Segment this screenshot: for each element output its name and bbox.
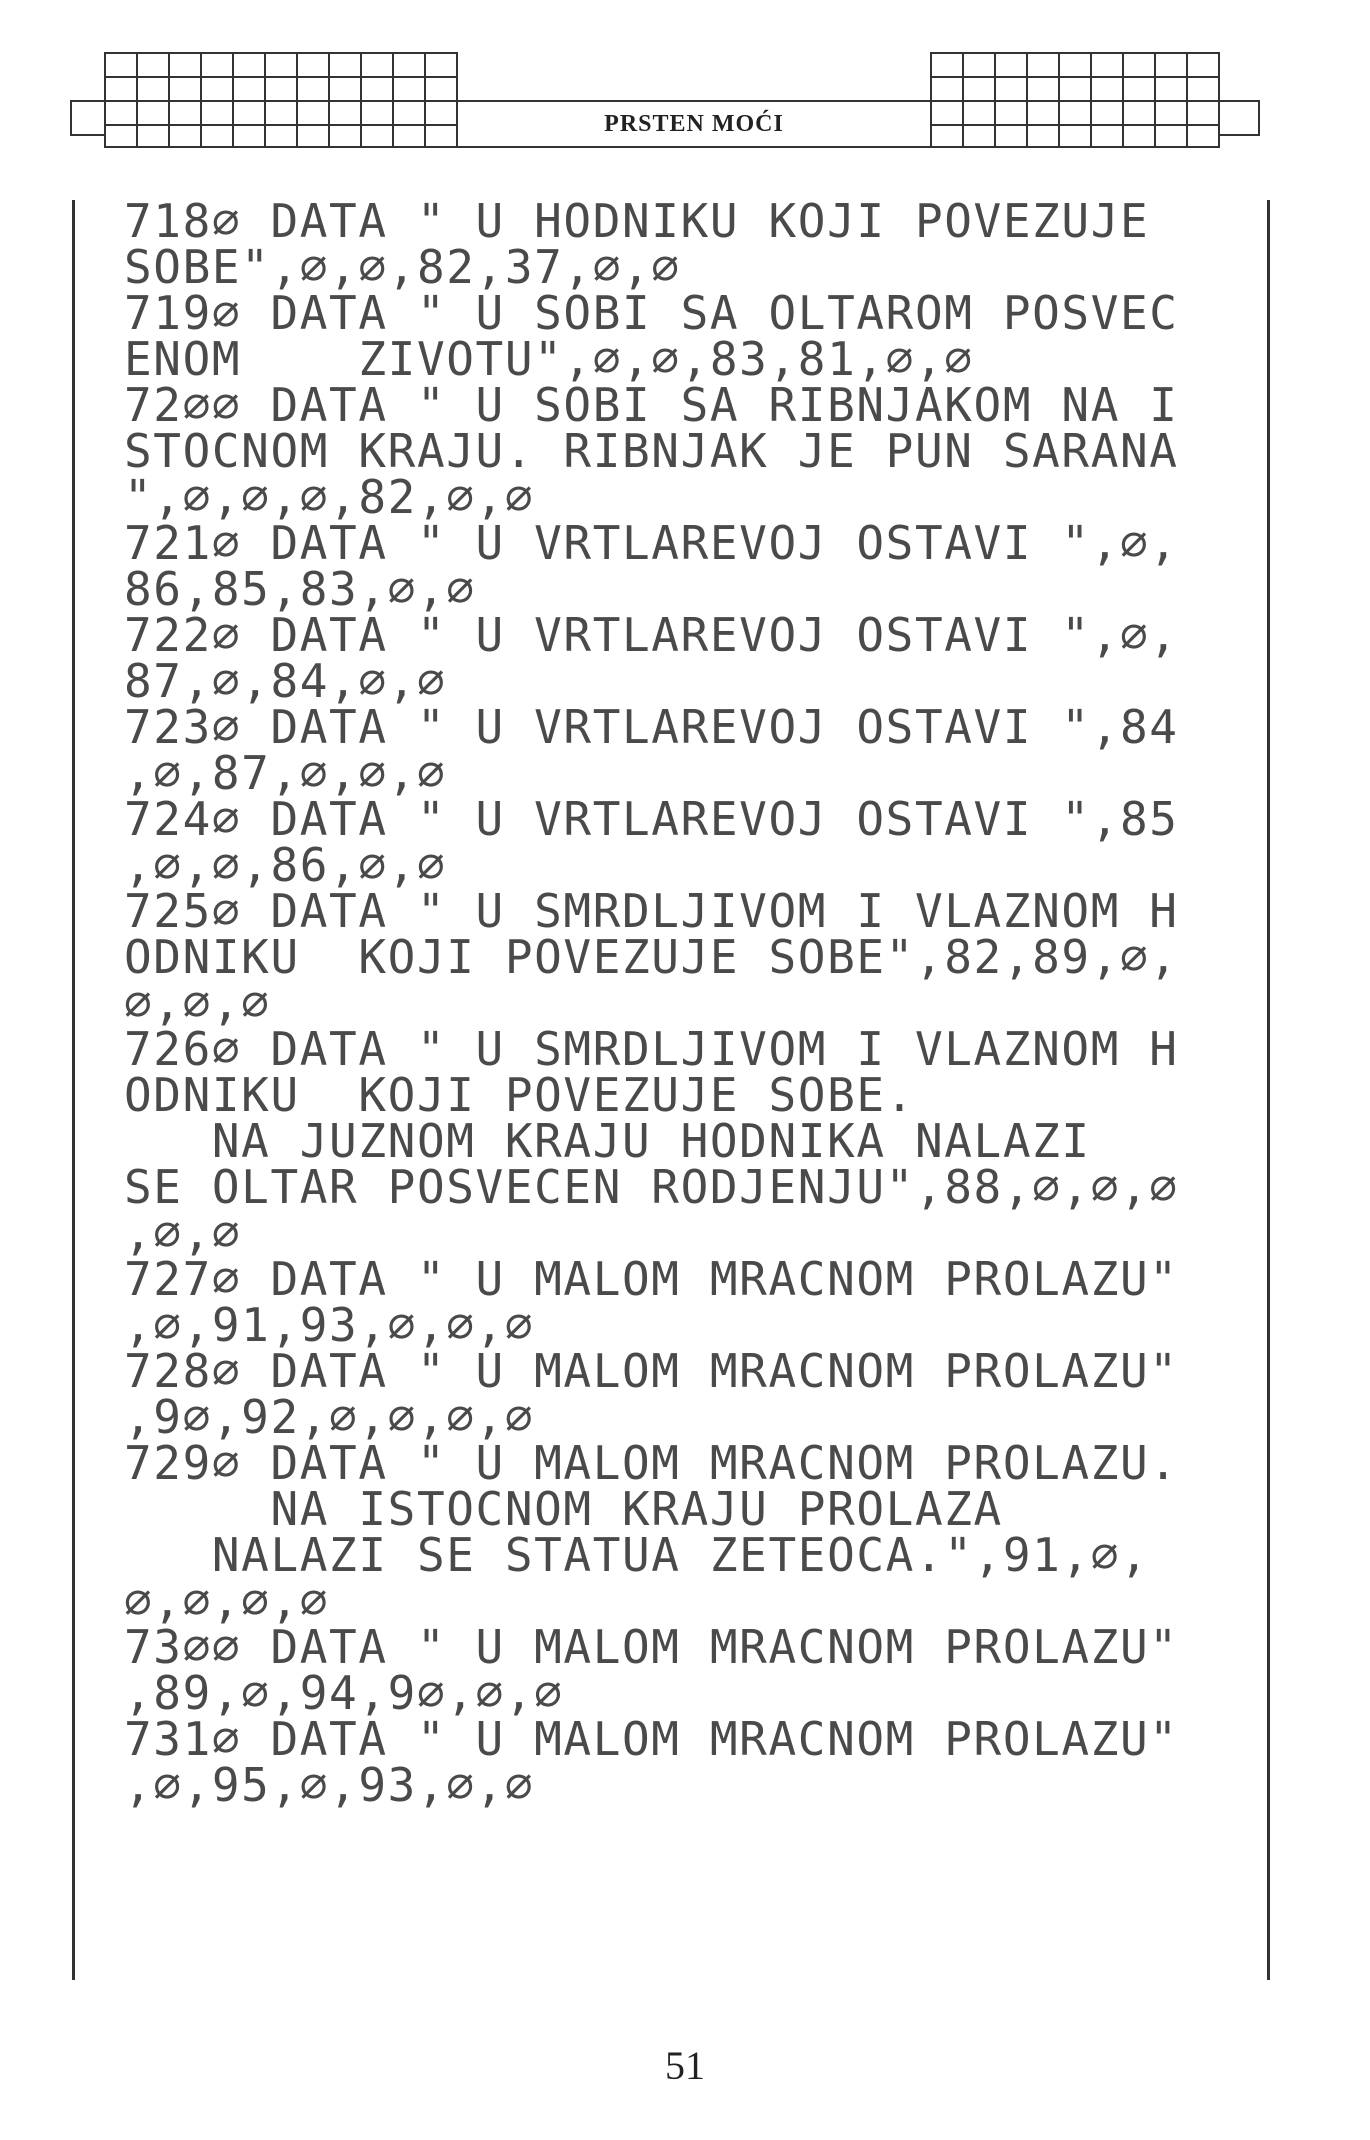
listing-line: ,∅,∅	[124, 1206, 242, 1260]
listing-line: SE OLTAR POSVECEN RODJENJU",88,∅,∅,∅	[124, 1160, 1179, 1214]
listing-line: ",∅,∅,∅,82,∅,∅	[124, 470, 535, 524]
listing-line: 731∅ DATA " U MALOM MRACNOM PROLAZU"	[124, 1712, 1179, 1766]
listing-line: 73∅∅ DATA " U MALOM MRACNOM PROLAZU"	[124, 1620, 1179, 1674]
listing-line: 725∅ DATA " U SMRDLJIVOM I VLAZNOM H	[124, 884, 1179, 938]
header-decoration-grid-left	[104, 52, 458, 148]
listing-line: ,∅,87,∅,∅,∅	[124, 746, 447, 800]
listing-line: 724∅ DATA " U VRTLAREVOJ OSTAVI ",85	[124, 792, 1179, 846]
listing-line: NA JUZNOM KRAJU HODNIKA NALAZI	[124, 1114, 1091, 1168]
listing-line: ,∅,95,∅,93,∅,∅	[124, 1758, 535, 1812]
listing-line: ,89,∅,94,9∅,∅,∅	[124, 1666, 564, 1720]
listing-line: STOCNOM KRAJU. RIBNJAK JE PUN SARANA	[124, 424, 1179, 478]
page-number: 51	[665, 2043, 705, 2088]
header-decoration-grid-right	[930, 52, 1220, 148]
listing-line: 718∅ DATA " U HODNIKU KOJI POVEZUJE	[124, 194, 1150, 248]
listing-line: NA ISTOCNOM KRAJU PROLAZA	[124, 1482, 1003, 1536]
listing-line: 72∅∅ DATA " U SOBI SA RIBNJAKOM NA I	[124, 378, 1179, 432]
header-title: PRSTEN MOĆI	[604, 110, 784, 137]
margin-rule-right	[1267, 200, 1270, 1980]
header-decoration-stub-right	[1220, 100, 1260, 136]
header-title-band	[458, 100, 930, 148]
listing-line: ODNIKU KOJI POVEZUJE SOBE.	[124, 1068, 915, 1122]
listing-line: ENOM ZIVOTU",∅,∅,83,81,∅,∅	[124, 332, 974, 386]
listing-line: ∅,∅,∅,∅	[124, 1574, 330, 1628]
program-listing	[124, 194, 1244, 1812]
header-decoration-stub-left	[70, 100, 104, 136]
listing-line: ODNIKU KOJI POVEZUJE SOBE",82,89,∅,	[124, 930, 1179, 984]
page-header	[70, 42, 1270, 152]
listing-line: 721∅ DATA " U VRTLAREVOJ OSTAVI ",∅,	[124, 516, 1179, 570]
listing-line: 719∅ DATA " U SOBI SA OLTAROM POSVEC	[124, 286, 1179, 340]
listing-line: 86,85,83,∅,∅	[124, 562, 476, 616]
listing-line: NALAZI SE STATUA ZETEOCA.",91,∅,	[124, 1528, 1150, 1582]
listing-line: 87,∅,84,∅,∅	[124, 654, 447, 708]
listing-line: 728∅ DATA " U MALOM MRACNOM PROLAZU"	[124, 1344, 1179, 1398]
listing-line: 729∅ DATA " U MALOM MRACNOM PROLAZU.	[124, 1436, 1179, 1490]
listing-line: ,9∅,92,∅,∅,∅,∅	[124, 1390, 535, 1444]
listing-line: SOBE",∅,∅,82,37,∅,∅	[124, 240, 681, 294]
listing-line: 723∅ DATA " U VRTLAREVOJ OSTAVI ",84	[124, 700, 1179, 754]
listing-line: ,∅,91,93,∅,∅,∅	[124, 1298, 535, 1352]
listing-line: 726∅ DATA " U SMRDLJIVOM I VLAZNOM H	[124, 1022, 1179, 1076]
margin-rule-left	[72, 200, 75, 1980]
listing-line: 722∅ DATA " U VRTLAREVOJ OSTAVI ",∅,	[124, 608, 1179, 662]
listing-line: ,∅,∅,86,∅,∅	[124, 838, 447, 892]
listing-line: ∅,∅,∅	[124, 976, 271, 1030]
listing-line: 727∅ DATA " U MALOM MRACNOM PROLAZU"	[124, 1252, 1179, 1306]
